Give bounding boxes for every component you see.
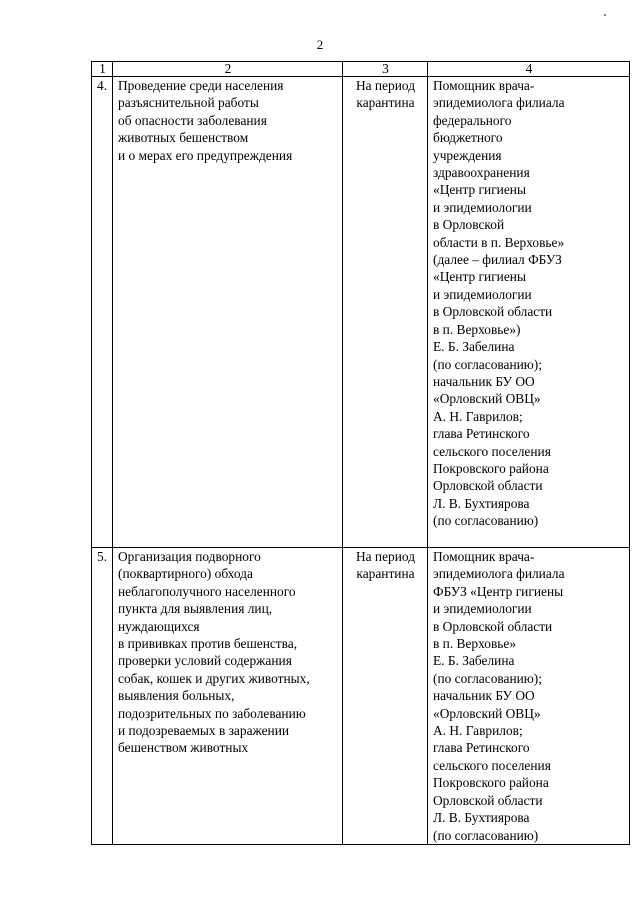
text-line: Покровского района <box>433 460 549 476</box>
text-line: (по согласованию) <box>433 827 539 843</box>
text-line: ФБУЗ «Центр гигиены <box>433 583 564 599</box>
text-line: Орловской области <box>433 792 543 808</box>
text-line: (по согласованию) <box>433 513 539 529</box>
text-line: Л. В. Бухтиярова <box>433 810 530 826</box>
text-line: Е. Б. Забелина <box>433 339 515 355</box>
text-line: На период <box>355 549 416 564</box>
page-number: 2 <box>316 37 324 52</box>
table-row <box>92 77 630 548</box>
text-line: бешенством животных <box>118 740 249 756</box>
header-col-3: 3 <box>343 62 428 77</box>
text-line: об опасности заболевания <box>118 112 267 128</box>
text-line: пункта для выявления лиц, <box>118 601 273 617</box>
event-cell <box>113 548 343 845</box>
row-number: 4. <box>92 77 113 548</box>
text-line: в Орловской области <box>433 618 553 634</box>
text-line: сельского поселения <box>433 443 551 459</box>
text-line: в прививках против бешенства, <box>118 636 298 652</box>
event-cell <box>113 77 343 548</box>
text-line: животных бешенством <box>118 130 249 146</box>
text-line: «Орловский ОВЦ» <box>433 391 541 407</box>
text-line: выявления больных, <box>118 688 235 704</box>
scan-speck <box>604 14 606 16</box>
text-line: (по согласованию); <box>433 356 542 372</box>
text-line: (поквартирного) обхода <box>118 566 253 582</box>
header-col-2: 2 <box>113 62 343 77</box>
table-row <box>92 548 630 845</box>
text-line: бюджетного <box>433 130 503 146</box>
responsible-cell <box>428 548 630 845</box>
text-line: «Орловский ОВЦ» <box>433 705 541 721</box>
table-header-row <box>92 62 630 77</box>
text-line: нуждающихся <box>118 618 200 634</box>
text-line: проверки условий содержания <box>118 653 292 669</box>
text-line: федерального <box>433 112 512 128</box>
row-number: 5. <box>92 548 113 845</box>
text-line: карантина <box>356 566 415 582</box>
text-line: сельского поселения <box>433 757 551 773</box>
text-line: Организация подворного <box>118 549 261 564</box>
text-line: (далее – филиал ФБУЗ <box>433 252 562 268</box>
header-col-1: 1 <box>92 62 113 77</box>
text-line: А. Н. Гаврилов; <box>433 723 523 739</box>
text-line: области в п. Верховье» <box>433 234 565 250</box>
text-line: начальник БУ ОО <box>433 373 535 389</box>
text-line: карантина <box>356 95 415 111</box>
text-line: Помощник врача- <box>433 78 535 93</box>
text-line: в п. Верховье» <box>433 636 517 652</box>
text-line: и о мерах его предупреждения <box>118 147 293 163</box>
measures-table <box>91 61 630 845</box>
term-cell <box>343 548 428 845</box>
text-line: глава Ретинского <box>433 426 530 442</box>
text-line: «Центр гигиены <box>433 269 526 285</box>
text-line: (по согласованию); <box>433 670 542 686</box>
text-line: и эпидемиологии <box>433 601 532 617</box>
term-cell <box>343 77 428 548</box>
text-line: эпидемиолога филиала <box>433 566 565 582</box>
text-line: неблагополучного населенного <box>118 583 296 599</box>
text-line: На период <box>355 78 416 93</box>
text-line: разъяснительной работы <box>118 95 259 111</box>
text-line: и эпидемиологии <box>433 286 532 302</box>
text-line: глава Ретинского <box>433 740 530 756</box>
text-line: А. Н. Гаврилов; <box>433 408 523 424</box>
responsible-cell <box>428 77 630 548</box>
text-line: Орловской области <box>433 478 543 494</box>
text-line: и подозреваемых в заражении <box>118 723 290 739</box>
text-line: Покровского района <box>433 775 549 791</box>
text-line: начальник БУ ОО <box>433 688 535 704</box>
text-line: «Центр гигиены <box>433 182 526 198</box>
text-line: эпидемиолога филиала <box>433 95 565 111</box>
text-line: Е. Б. Забелина <box>433 653 515 669</box>
text-line: и эпидемиологии <box>433 199 532 215</box>
header-col-4: 4 <box>428 62 630 77</box>
text-line: Помощник врача- <box>433 549 535 564</box>
text-line: Л. В. Бухтиярова <box>433 495 530 511</box>
text-line: в п. Верховье») <box>433 321 521 337</box>
text-line: здравоохранения <box>433 165 530 181</box>
text-line: в Орловской области <box>433 304 553 320</box>
text-line: подозрительных по заболеванию <box>118 705 306 721</box>
text-line: учреждения <box>433 147 502 163</box>
text-line: в Орловской <box>433 217 505 233</box>
text-line: собак, кошек и других животных, <box>118 670 310 686</box>
text-line: Проведение среди населения <box>118 78 284 93</box>
